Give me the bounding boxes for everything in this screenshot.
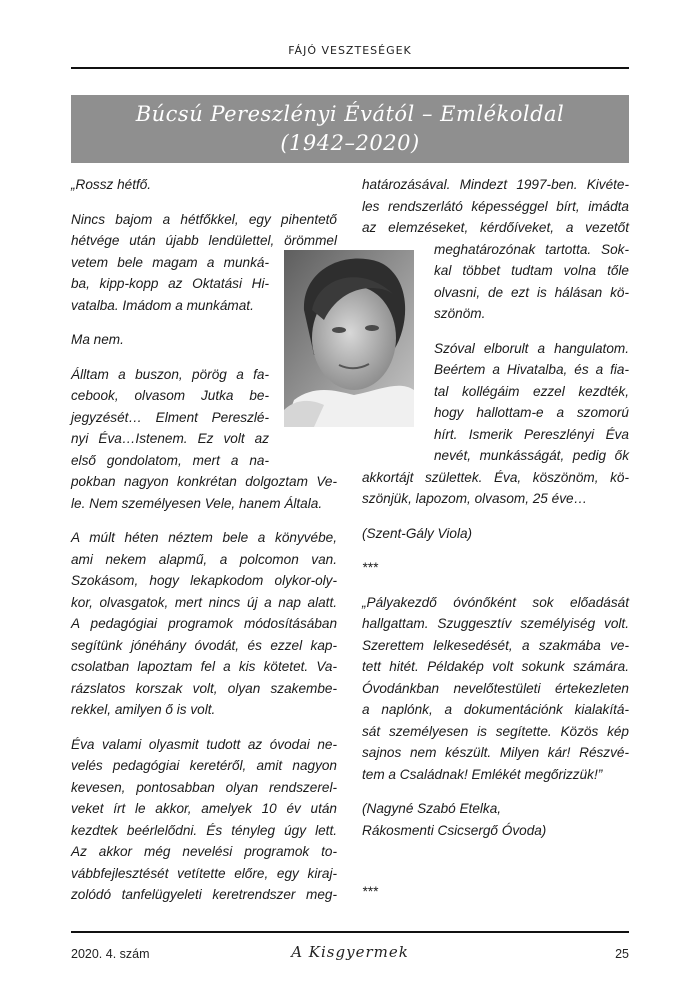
- separator: ***: [362, 884, 378, 899]
- text-line: Álltam a buszon, pörög a fa-: [71, 366, 269, 382]
- paragraph: [71, 527, 337, 721]
- text-line: A múlt héten néztem bele a könyvébe,: [71, 530, 337, 545]
- text-line: sát személyesen is segítette. Közös kép: [362, 723, 629, 739]
- left-column: [71, 174, 337, 919]
- text-line: ba, kipp-kopp az Oktatási Hi-: [71, 276, 269, 291]
- text-line: sajnos nem készült. Milyen kár! Részvé-: [362, 745, 629, 760]
- text-line: hétvége után újabb lendülettel, örömmel: [71, 233, 337, 248]
- text-line: szönöm.: [434, 306, 486, 321]
- text-line: ami nekem alapmű, a polcomon van.: [71, 551, 337, 567]
- paragraph: [71, 209, 337, 317]
- text-line: A pedagógiai programok módosításában: [71, 616, 337, 631]
- text-line: Óvodánkban nevelőtestületi értekezleten: [362, 680, 629, 696]
- text-line: tem a Családnak! Emlékét megőrizzük!”: [362, 766, 603, 782]
- text-line: Az akkor még nevelési programok to-: [71, 844, 337, 859]
- paragraph: [362, 174, 629, 325]
- magazine-title: A Kisgyermek: [291, 943, 409, 961]
- text-line: Éva valami olyasmit tudott az óvodai ne-: [71, 736, 337, 752]
- text-line: Beértem a Hivatalba, és a fia-: [434, 362, 629, 377]
- text-line: zolódó tanfelügyeleti keretrendszer meg-: [71, 887, 337, 902]
- issue-number: 2020. 4. szám: [71, 947, 150, 961]
- paragraph: [71, 329, 337, 351]
- text-line: kevesen, pontosabban olyan rendszerel-: [71, 779, 337, 795]
- title-banner: [71, 95, 629, 163]
- text-line: „Pályakezdő óvónőként sok előadását: [362, 594, 629, 610]
- text-line: jegyzését… Elment Pereszlé-: [71, 409, 269, 425]
- paragraph: [362, 592, 629, 786]
- signature: (Szent-Gály Viola): [362, 525, 473, 541]
- text-line: első gondolatom, mert a na-: [71, 452, 269, 468]
- text-line: kal többet tudtam volna tőle: [434, 263, 629, 278]
- text-line: les rendszerlátó képességgel bírt, imádta: [362, 198, 629, 214]
- text-line: Szerettem lelkesedését, a szakmába ve-: [362, 637, 629, 653]
- text-line: az elemzéseket, kérdőíveket, a vezetőt: [362, 220, 629, 235]
- title-line-2: (1942–2020): [280, 131, 420, 155]
- text-line: hogy hallottam-e a szomorú: [434, 405, 629, 420]
- signature-line: Rákosmenti Csicsergő Óvoda): [362, 822, 547, 838]
- text-line: rekkel, amilyen ő is volt.: [71, 702, 216, 717]
- text-line: nevét, munkásságát, pedig ők: [434, 448, 629, 463]
- text-line: olvasni, de ezt is hálásan kö-: [434, 284, 629, 300]
- text-line: tett hitét. Példakép volt sokunk számára.: [362, 659, 629, 674]
- text-line: vatalba. Imádom a munkámat.: [71, 297, 254, 313]
- right-column: [362, 174, 629, 916]
- text-line: Szokásom, hogy lekapkodom olykor-oly-: [71, 573, 337, 588]
- signature: [362, 798, 629, 841]
- text-line: Szóval elborult a hangulatom.: [434, 340, 629, 356]
- text-line: rázslatos korszak volt, olyan szakembe-: [71, 680, 337, 696]
- header-rule: [71, 67, 629, 69]
- separator: ***: [362, 560, 378, 575]
- text-line: nyi Éva…Istenem. Ez volt az: [71, 431, 269, 446]
- text-line: szönjük, lapozom, olvasom, 25 éve…: [362, 491, 588, 506]
- text-line: meghatározónak tartotta. Sok-: [434, 241, 629, 257]
- text-line: csolatban lapoztam fel a kis kötetet. Va-: [71, 659, 337, 674]
- text-line: velés pedagógiai keretéről, amit nagyon: [71, 758, 337, 773]
- text-line: le. Nem személyesen Vele, hanem Általa.: [71, 495, 323, 511]
- paragraph: [71, 364, 337, 515]
- running-head: FÁJÓ VESZTESÉGEK: [288, 44, 412, 57]
- text-line: veket írt le akkor, amelyek 10 év után: [71, 801, 337, 816]
- text-line: a naplónk, a dokumentációnk kialakítá-: [362, 702, 629, 717]
- text-line: határozásával. Mindezt 1997-ben. Kivéte-: [362, 177, 629, 192]
- signature-line: (Nagyné Szabó Etelka,: [362, 801, 502, 816]
- text-line: kezdtek beérlelődni. És tényleg úgy lett.: [71, 822, 337, 838]
- text-line: vábbfejlesztését vetítette előre, egy kiraj-: [71, 865, 337, 881]
- paragraph: [71, 734, 337, 906]
- text-line: vetem bele magam a munká-: [71, 254, 269, 270]
- text-line: pokban nagyon konkrétan dolgoztam Ve-: [71, 474, 337, 489]
- text-line: kor, olvasgatok, mert nincs új a nap alatt.: [71, 594, 337, 610]
- page-number: 25: [615, 947, 629, 961]
- paragraph: [362, 338, 629, 510]
- text-line: segítünk jónéhány óvodát, és ezzel kap-: [71, 637, 337, 653]
- footer-rule: [71, 931, 629, 933]
- text-line: „Rossz hétfő.: [71, 177, 152, 192]
- paragraph: [71, 174, 337, 196]
- text-line: Nincs bajom a hétfőkkel, egy pihentető: [71, 211, 337, 227]
- text-line: cebook, olvasom Jutka be-: [71, 388, 269, 403]
- title-line-1: Búcsú Pereszlényi Évától – Emlékoldal: [135, 102, 565, 126]
- text-line: hírt. Ismerik Pereszlényi Éva: [434, 426, 629, 442]
- text-line: hallgattam. Szuggesztív személyiség volt.: [362, 616, 629, 631]
- text-line: akkortájt születtek. Éva, köszönöm, kö-: [362, 469, 629, 485]
- text-line: tal kollégáim ezzel kezdték,: [434, 383, 629, 399]
- text-line: Ma nem.: [71, 332, 124, 347]
